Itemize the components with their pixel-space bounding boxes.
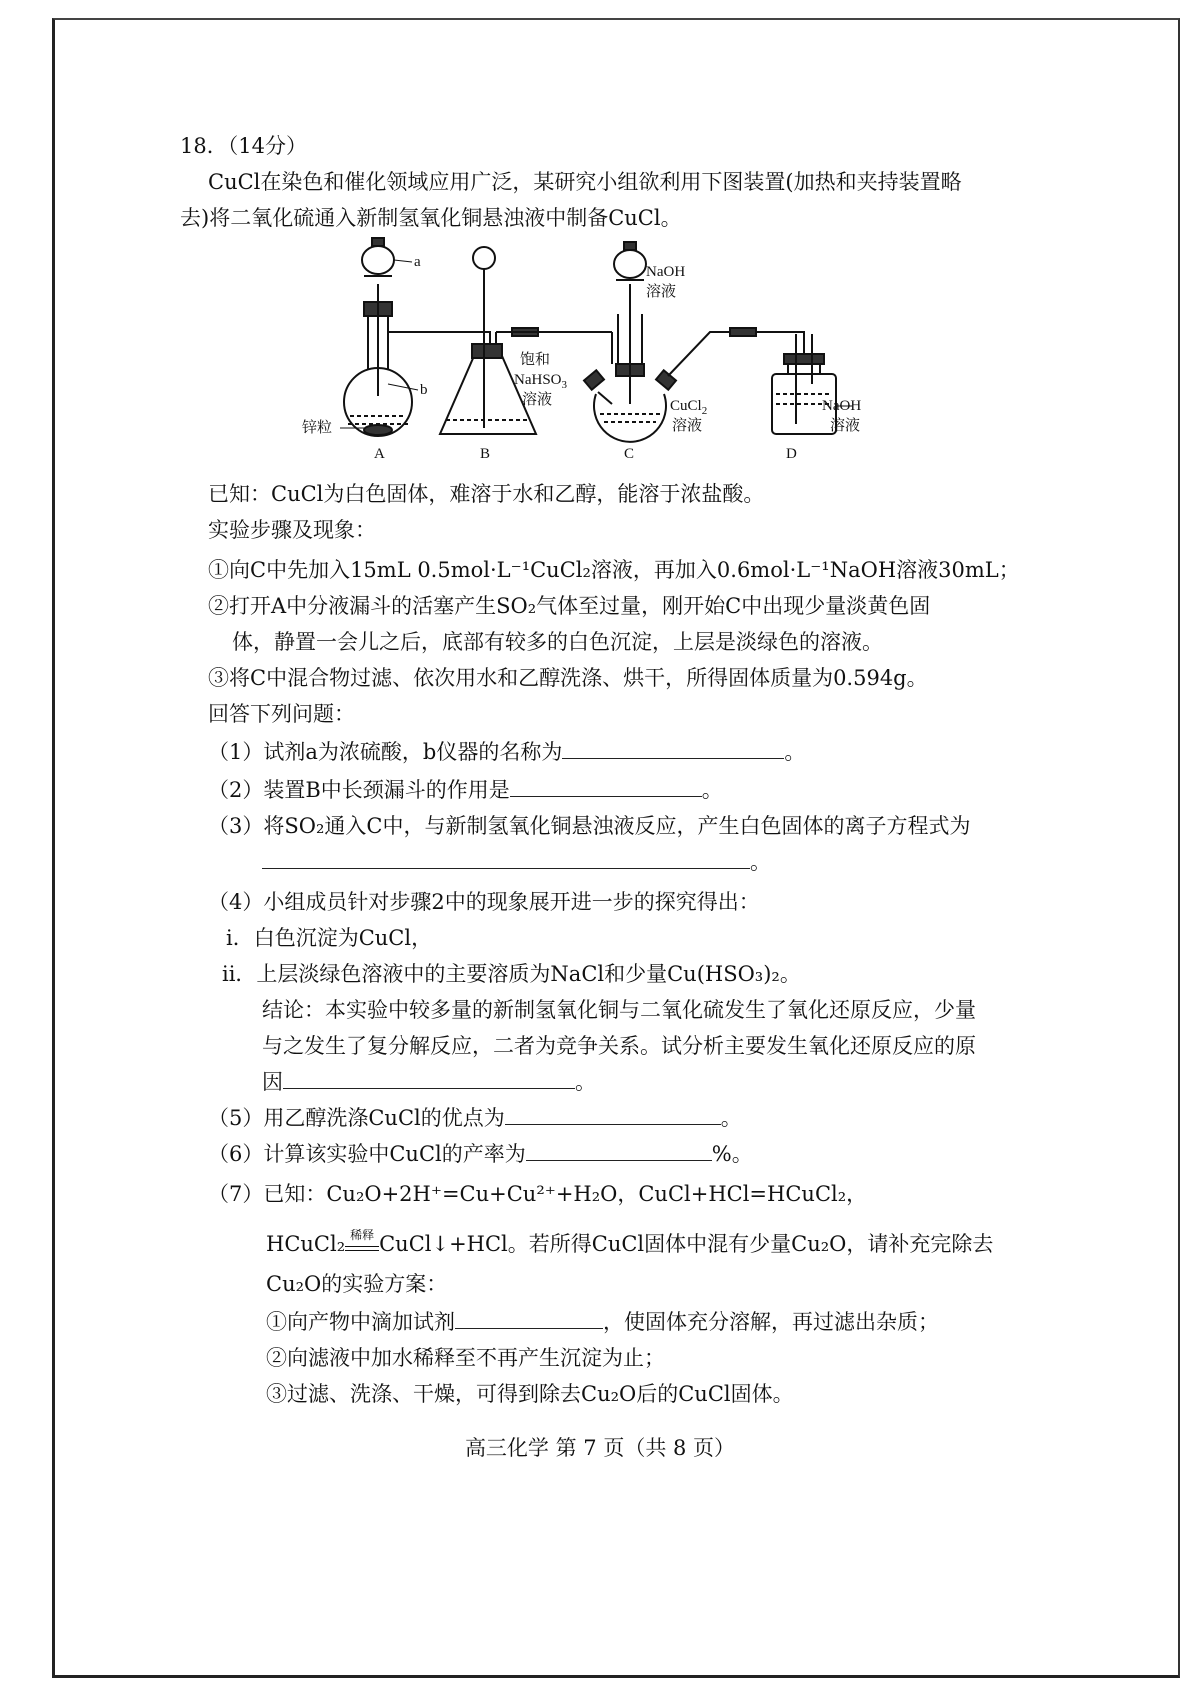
question-4-ii: ii．上层淡绿色溶液中的主要溶质为NaCl和少量Cu(HSO₃)₂。 [222,962,801,986]
page-footer: 高三化学 第 7 页（共 8 页） [464,1436,736,1460]
label-c-naoh-solution: 溶液 [646,284,677,300]
dilute-arrow [345,1228,379,1251]
answer-blank-6[interactable] [526,1136,712,1161]
label-nahso3-sub: 3 [561,379,567,391]
period-5: 。 [720,1106,742,1130]
label-d-naoh: NaOH [822,398,862,414]
question-5-text: （5）用乙醇洗涤CuCl的优点为 [208,1106,505,1130]
question-2-text: （2）装置B中长颈漏斗的作用是 [208,778,510,802]
question-1-text: （1）试剂a为浓硫酸，b仪器的名称为 [208,740,563,764]
label-nahso3-formula: NaHSO [514,372,562,388]
question-4: （4）小组成员针对步骤2中的现象展开进一步的探究得出： [208,890,760,914]
label-zinc: 锌粒 [302,420,333,436]
question-7-step-3: ③过滤、洗涤、干燥，可得到除去Cu₂O后的CuCl固体。 [266,1382,794,1406]
answer-blank-7[interactable] [455,1304,603,1329]
label-saturated: 饱和 [520,352,551,368]
step-1: ①向C中先加入15mL 0.5mol·L⁻¹CuCl₂溶液，再加入0.6mol·L⁻¹NaOH溶液30mL； [208,558,1020,582]
answer-blank-5[interactable] [505,1100,721,1125]
label-cucl2-formula: CuCl [670,398,702,414]
label-apparatus-a: A [374,446,385,462]
question-4-conclusion-3 [262,1064,596,1100]
question-5 [208,1100,742,1136]
question-1 [208,734,805,770]
question-header: 18．（14分） [180,134,307,158]
answer-blank-1[interactable] [562,734,784,759]
step-3: ③将C中混合物过滤、依次用水和乙醇洗涤、烘干，所得固体质量为0.594g。 [208,666,928,690]
label-nahso3 [514,372,568,391]
question-7-plan-title: Cu₂O的实验方案： [266,1272,448,1296]
apparatus-a-flask [340,238,418,436]
label-a: a [414,254,421,270]
label-apparatus-b: B [480,446,491,462]
label-c-solution: 溶液 [672,418,703,434]
question-6-text: （6）计算该实验中CuCl的产率为 [208,1142,526,1166]
known-info: 已知：CuCl为白色固体，难溶于水和乙醇，能溶于浓盐酸。 [208,482,765,506]
apparatus-diagram [300,224,880,466]
question-6-unit: %。 [711,1142,753,1166]
intro-line-2: 去)将二氧化硫通入新制氢氧化铜悬浊液中制备CuCl。 [180,206,682,230]
question-2 [208,772,723,808]
dilute-label: 稀释 [350,1228,375,1242]
question-7-reaction [266,1226,993,1262]
question-7-step-1 [266,1304,939,1340]
reaction-reactant: HCuCl₂ [266,1232,346,1256]
label-apparatus-c: C [624,446,635,462]
period-2: 。 [701,778,723,802]
answer-title: 回答下列问题： [208,702,355,726]
label-cucl2 [670,398,707,417]
question-4-conclusion-2: 与之发生了复分解反应，二者为竞争关系。试分析主要发生氧化还原反应的原 [262,1034,976,1058]
period-3: 。 [750,850,771,874]
question-7-step-2: ②向滤液中加水稀释至不再产生沉淀为止； [266,1346,665,1370]
label-d-solution: 溶液 [830,418,861,434]
step-2a: ②打开A中分液漏斗的活塞产生SO₂气体至过量，刚开始C中出现少量淡黄色固 [208,594,931,618]
question-7-known: （7）已知：Cu₂O+2H⁺=Cu+Cu²⁺+H₂O，CuCl+HCl=HCuCl₂， [208,1182,868,1206]
label-c-naoh: NaOH [646,264,686,280]
intro-line-1: CuCl在染色和催化领域应用广泛，某研究小组欲利用下图装置(加热和夹持装置略 [208,170,962,194]
question-4-conclusion-1: 结论：本实验中较多量的新制氢氧化铜与二氧化硫发生了氧化还原反应，少量 [262,998,976,1022]
reaction-products: CuCl↓+HCl。若所得CuCl固体中混有少量Cu₂O，请补充完除去 [379,1232,994,1256]
answer-blank-3[interactable] [262,844,750,869]
question-3: （3）将SO₂通入C中，与新制氢氧化铜悬浊液反应，产生白色固体的离子方程式为 [208,814,971,838]
answer-blank-2[interactable] [510,772,702,797]
q7-step1-text: ①向产物中滴加试剂 [266,1310,455,1334]
q7-step1-rest: ，使固体充分溶解，再过滤出杂质； [603,1310,939,1334]
question-3-answer [262,844,771,880]
label-apparatus-d: D [786,446,797,462]
period-1: 。 [784,740,806,764]
label-b-solution: 溶液 [522,392,553,408]
question-6 [208,1136,753,1172]
question-4-reason-label: 因 [262,1070,283,1094]
question-4-i: i．白色沉淀为CuCl， [226,926,433,950]
step-2b: 体，静置一会儿之后，底部有较多的白色沉淀，上层是淡绿色的溶液。 [232,630,883,654]
label-cucl2-sub: 2 [701,405,708,417]
period-4: 。 [575,1070,596,1094]
label-b: b [420,382,428,398]
answer-blank-4[interactable] [283,1064,575,1089]
steps-title: 实验步骤及现象： [208,518,376,542]
